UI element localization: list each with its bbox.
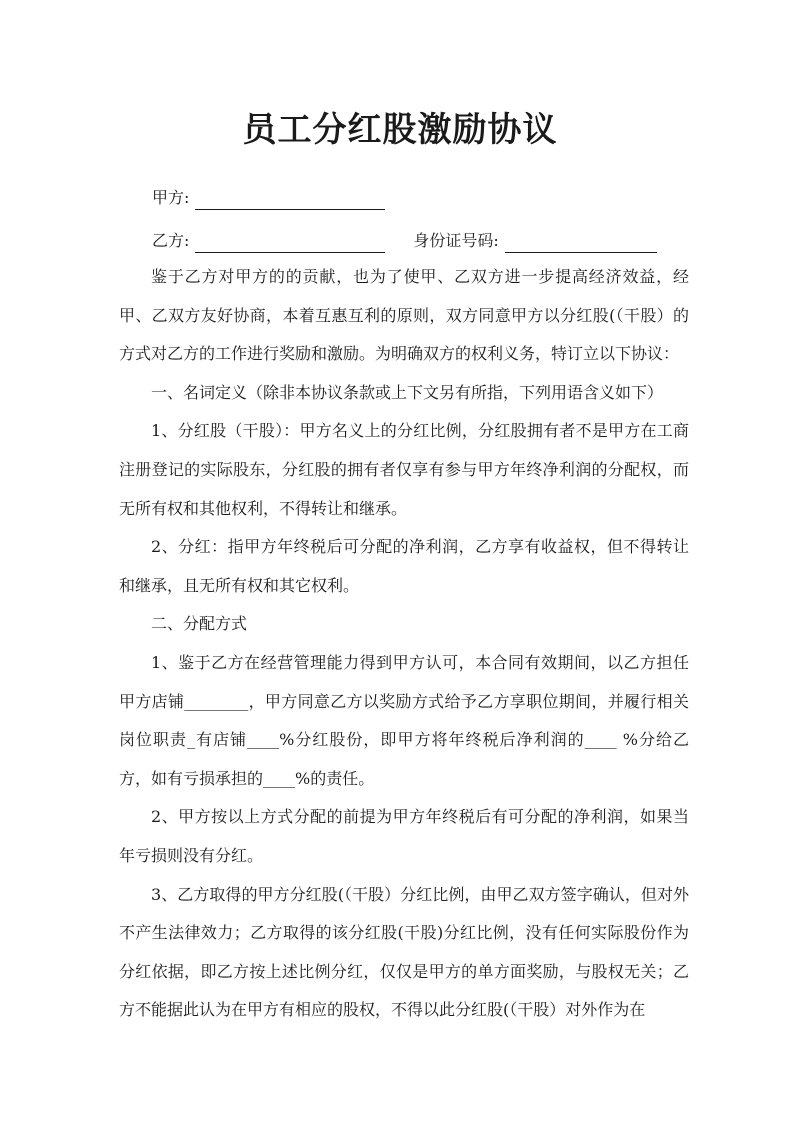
paragraph: 1、鉴于乙方在经营管理能力得到甲方认可，本合同有效期间，以乙方担任甲方店铺________，甲方同意乙方以奖励方式给予乙方享职位期间，并履行相关岗位职责_有店铺____%分红股份，即甲方将年终税后净利润的____ %分给乙方，如有亏损承担的____%的责任。 xyxy=(119,652,689,788)
party-a-label: 甲方: xyxy=(152,188,190,207)
paragraph: 鉴于乙方对甲方的的贡献，也为了使甲、乙双方进一步提高经济效益，经甲、乙双方友好协商，本着互惠互利的原则，双方同意甲方以分红股(（干股）的方式对乙方的工作进行奖励和激励。为明确双方的权利义务，特订立以下协议： xyxy=(119,267,689,364)
paragraph: 3、乙方取得的甲方分红股(（干股）分红比例，由甲乙双方签字确认，但对外不产生法律效力；乙方取得的该分红股(干股)分红比例，没有任何实际股份作为分红依据，即乙方按上述比例分红，仅仅是甲方的单方面奖励，与股权无关；乙方不能据此认为在甲方有相应的股权，不得以此分红股(（干股）对外作为在 xyxy=(119,884,689,1020)
paragraph: 2、分红：指甲方年终税后可分配的净利润，乙方享有收益权，但不得转让和继承，且无所有权和其它权利。 xyxy=(119,537,689,595)
party-b-row xyxy=(152,229,657,253)
party-a-blank xyxy=(195,191,385,210)
party-a-row xyxy=(152,186,385,210)
paragraph: 1、分红股（干股）：甲方名义上的分红比例，分红股拥有者不是甲方在工商注册登记的实际股东，分红股的拥有者仅享有参与甲方年终净利润的分配权，而无所有权和其他权利，不得转让和继承。 xyxy=(119,421,689,518)
party-b-blank xyxy=(195,234,385,253)
id-number-blank xyxy=(505,234,657,253)
document-title: 员工分红股激励协议 xyxy=(242,110,558,150)
party-b-label: 乙方: xyxy=(152,231,190,250)
document-body xyxy=(119,258,689,1030)
id-number-label: 身份证号码: xyxy=(413,231,499,250)
paragraph: 一、名词定义（除非本协议条款或上下文另有所指，下列用语含义如下） xyxy=(151,382,664,402)
paragraph: 二、分配方式 xyxy=(151,614,248,634)
paragraph: 2、甲方按以上方式分配的前提为甲方年终税后有可分配的净利润，如果当年亏损则没有分红。 xyxy=(119,807,689,865)
